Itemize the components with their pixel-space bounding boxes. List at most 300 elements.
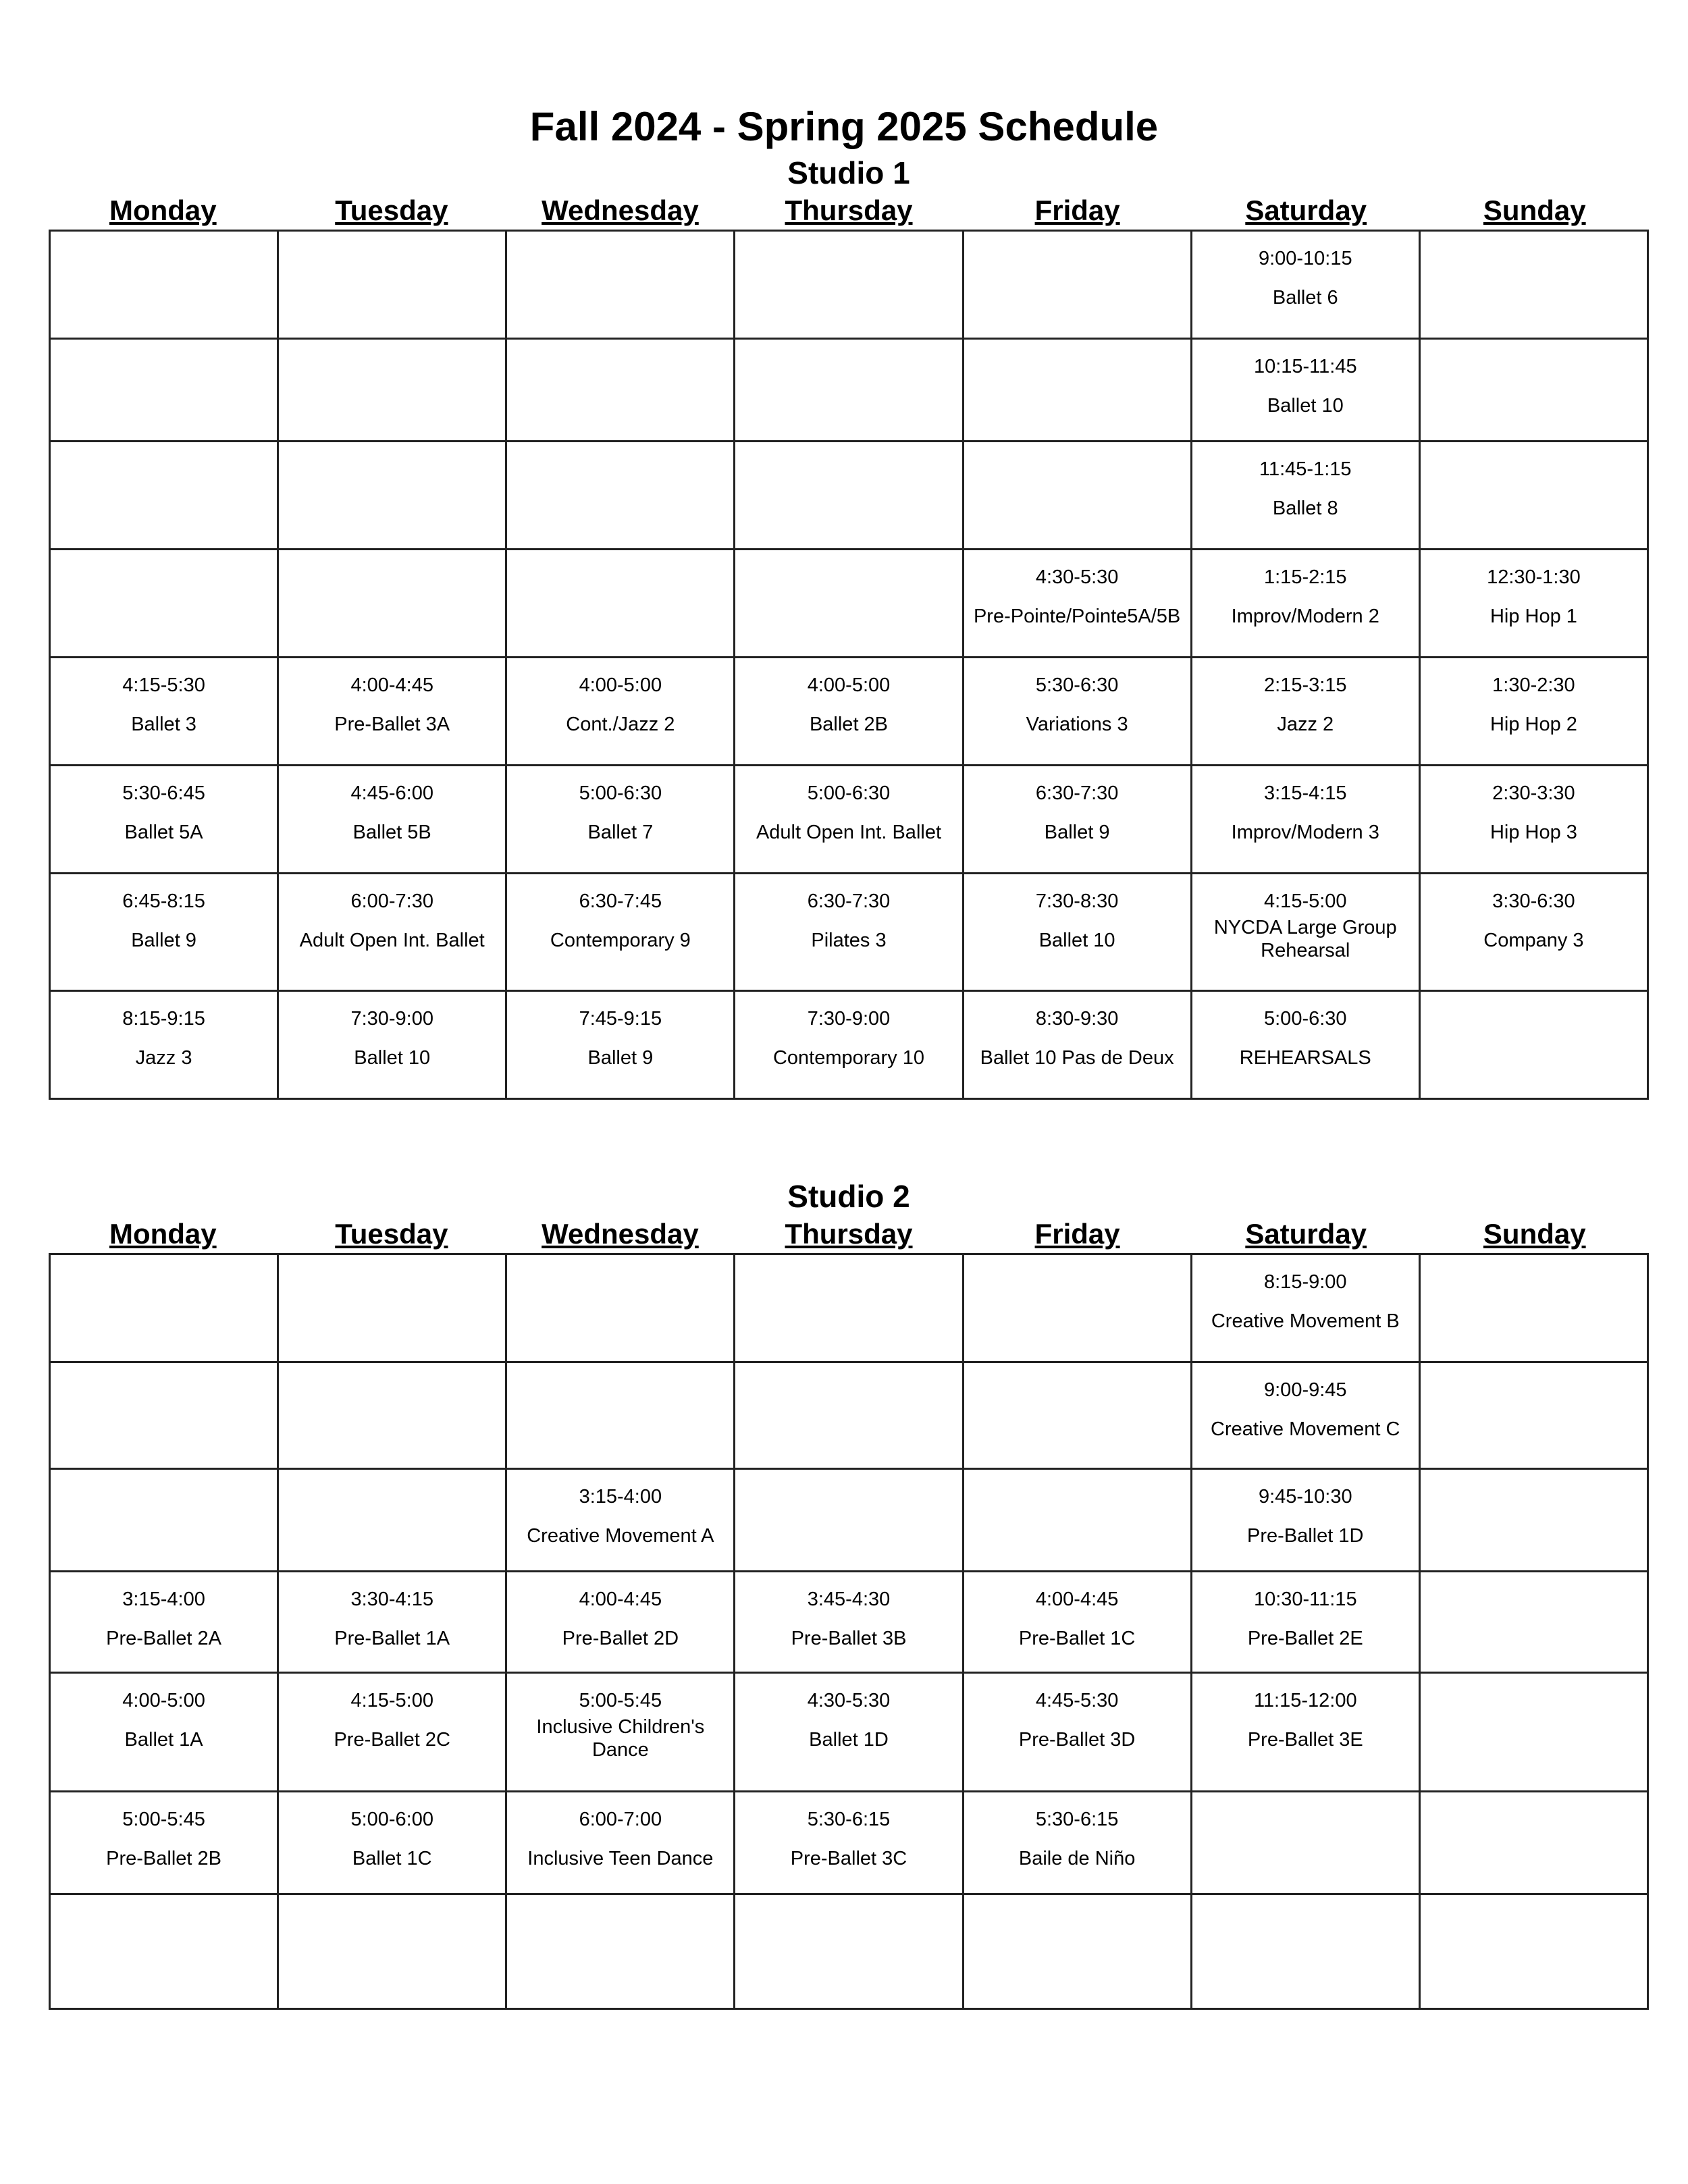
schedule-cell-wednesday <box>506 1362 735 1469</box>
schedule-cell-thursday <box>735 766 963 874</box>
schedule-cell-wednesday <box>506 442 735 550</box>
class-time: 6:30-7:30 <box>807 890 891 912</box>
schedule-cell-tuesday <box>278 1469 506 1572</box>
schedule-cell-tuesday <box>278 1792 506 1894</box>
class-name: Cont./Jazz 2 <box>566 714 675 735</box>
schedule-cell-monday <box>50 991 278 1099</box>
class-name: Pre-Ballet 1C <box>1018 1628 1136 1649</box>
day-header-thursday: Thursday <box>785 194 913 226</box>
schedule-cell-monday <box>50 766 278 874</box>
class-slot <box>1192 766 1419 845</box>
schedule-row <box>50 1469 1648 1572</box>
schedule-cell-tuesday <box>278 339 506 442</box>
class-slot <box>964 550 1190 629</box>
class-name: Creative Movement B <box>1211 1310 1400 1332</box>
schedule-cell-sunday <box>1419 1673 1647 1792</box>
class-time: 4:00-5:00 <box>579 674 662 696</box>
class-time: 5:30-6:15 <box>807 1809 891 1830</box>
class-slot <box>735 1792 961 1871</box>
class-time: 5:00-6:30 <box>1264 1008 1347 1030</box>
class-time: 7:30-9:00 <box>807 1008 891 1030</box>
class-time: 1:30-2:30 <box>1492 674 1575 696</box>
class-time: 5:00-6:30 <box>807 782 891 804</box>
class-slot <box>507 1572 733 1651</box>
schedule-row <box>50 442 1648 550</box>
class-slot <box>964 992 1190 1070</box>
schedule-cell-monday <box>50 550 278 658</box>
schedule-cell-monday <box>50 1362 278 1469</box>
schedule-cell-sunday <box>1419 231 1647 339</box>
class-slot <box>51 1792 277 1871</box>
schedule-cell-saturday <box>1191 1254 1419 1362</box>
class-name: Variations 3 <box>1026 714 1128 735</box>
schedule-row <box>50 1362 1648 1469</box>
schedule-cell-tuesday <box>278 1254 506 1362</box>
schedule-cell-sunday <box>1419 339 1647 442</box>
class-time: 4:00-4:45 <box>1035 1589 1119 1610</box>
day-header-tuesday: Tuesday <box>335 1218 448 1250</box>
schedule-cell-saturday <box>1191 658 1419 766</box>
class-slot <box>507 766 733 845</box>
schedule-cell-saturday <box>1191 550 1419 658</box>
class-slot <box>1192 1470 1419 1548</box>
class-time: 4:45-5:30 <box>1035 1690 1119 1711</box>
schedule-row <box>50 874 1648 991</box>
class-slot <box>51 658 277 737</box>
class-time: 3:15-4:15 <box>1264 782 1347 804</box>
class-slot <box>279 1572 505 1651</box>
schedule-cell-thursday <box>735 1792 963 1894</box>
schedule-cell-saturday <box>1191 874 1419 991</box>
class-name: Inclusive Teen Dance <box>527 1848 714 1869</box>
schedule-cell-sunday <box>1419 1469 1647 1572</box>
schedule-cell-thursday <box>735 874 963 991</box>
schedule-cell-friday <box>963 1362 1191 1469</box>
class-slot <box>507 1792 733 1871</box>
schedule-cell-tuesday <box>278 991 506 1099</box>
schedule-cell-friday <box>963 339 1191 442</box>
class-time: 2:15-3:15 <box>1264 674 1347 696</box>
class-time: 3:15-4:00 <box>122 1589 205 1610</box>
schedule-cell-thursday <box>735 442 963 550</box>
class-time: 6:30-7:45 <box>579 890 662 912</box>
class-slot <box>507 1470 733 1548</box>
class-name: Pre-Ballet 2D <box>562 1628 679 1649</box>
schedule-cell-monday <box>50 1673 278 1792</box>
schedule-cell-thursday <box>735 1469 963 1572</box>
schedule-cell-saturday <box>1191 766 1419 874</box>
schedule-cell-monday <box>50 1572 278 1673</box>
class-name: Ballet 10 <box>1038 930 1115 951</box>
class-slot <box>1192 1572 1419 1651</box>
class-name: Contemporary 9 <box>550 930 691 951</box>
class-slot <box>51 766 277 845</box>
class-slot <box>51 1572 277 1651</box>
schedule-cell-sunday <box>1419 658 1647 766</box>
class-name: Pre-Ballet 3B <box>791 1628 907 1649</box>
schedule-cell-thursday <box>735 1572 963 1673</box>
class-time: 4:30-5:30 <box>807 1690 891 1711</box>
schedule-cell-sunday <box>1419 1362 1647 1469</box>
schedule-cell-tuesday <box>278 1362 506 1469</box>
class-time: 4:45-6:00 <box>350 782 433 804</box>
class-name: Pre-Ballet 1A <box>334 1628 450 1649</box>
schedule-cell-wednesday <box>506 658 735 766</box>
class-name: Ballet 7 <box>587 822 654 843</box>
class-slot <box>279 992 505 1070</box>
day-header-monday: Monday <box>109 194 217 226</box>
schedule-cell-friday <box>963 1673 1191 1792</box>
schedule-cell-wednesday <box>506 1572 735 1673</box>
schedule-cell-friday <box>963 550 1191 658</box>
class-name: REHEARSALS <box>1239 1047 1371 1069</box>
class-time: 7:30-8:30 <box>1035 890 1119 912</box>
class-name: Ballet 10 <box>1267 395 1344 417</box>
class-name: Ballet 2B <box>809 714 889 735</box>
schedule-row <box>50 1572 1648 1673</box>
schedule-cell-saturday <box>1191 1894 1419 2009</box>
day-header-saturday: Saturday <box>1245 1218 1367 1250</box>
schedule-cell-saturday <box>1191 1673 1419 1792</box>
day-header-friday: Friday <box>1034 1218 1120 1250</box>
class-name: Ballet 1A <box>124 1729 203 1751</box>
schedule-cell-monday <box>50 1894 278 2009</box>
class-slot <box>1192 550 1419 629</box>
class-slot <box>279 658 505 737</box>
class-time: 4:15-5:00 <box>1264 890 1347 912</box>
schedule-cell-monday <box>50 1469 278 1572</box>
schedule-cell-sunday <box>1419 1254 1647 1362</box>
class-slot <box>1192 340 1419 418</box>
schedule-cell-tuesday <box>278 231 506 339</box>
studio-title: Studio 2 <box>787 1179 910 1214</box>
day-header-tuesday: Tuesday <box>335 194 448 226</box>
schedule-cell-sunday <box>1419 550 1647 658</box>
class-time: 6:00-7:30 <box>350 890 433 912</box>
schedule-cell-monday <box>50 339 278 442</box>
schedule-cell-friday <box>963 442 1191 550</box>
schedule-cell-friday <box>963 874 1191 991</box>
schedule-cell-wednesday <box>506 231 735 339</box>
schedule-cell-friday <box>963 1572 1191 1673</box>
class-name: Jazz 3 <box>135 1047 192 1069</box>
schedule-cell-saturday <box>1191 1792 1419 1894</box>
schedule-cell-sunday <box>1419 874 1647 991</box>
class-name: Improv/Modern 2 <box>1231 606 1379 627</box>
schedule-cell-sunday <box>1419 1792 1647 1894</box>
studio-2-section <box>49 1177 1649 2010</box>
class-time: 1:15-2:15 <box>1264 566 1347 588</box>
schedule-row <box>50 1894 1648 2009</box>
schedule-cell-thursday <box>735 231 963 339</box>
class-time: 5:00-5:45 <box>579 1690 662 1711</box>
schedule-cell-tuesday <box>278 442 506 550</box>
schedule-cell-tuesday <box>278 658 506 766</box>
class-slot <box>1192 874 1419 962</box>
schedule-cell-wednesday <box>506 339 735 442</box>
schedule-cell-tuesday <box>278 1894 506 2009</box>
class-name: Ballet 9 <box>131 930 196 951</box>
class-slot <box>507 1674 733 1761</box>
studio-1-section <box>49 154 1649 1100</box>
schedule-cell-monday <box>50 1254 278 1362</box>
schedule-cell-saturday <box>1191 442 1419 550</box>
class-slot <box>735 766 961 845</box>
schedule-cell-wednesday <box>506 1894 735 2009</box>
class-name: Baile de Niño <box>1018 1848 1136 1869</box>
class-name: Ballet 8 <box>1272 498 1338 519</box>
class-time: 6:00-7:00 <box>579 1809 662 1830</box>
class-time: 5:00-5:45 <box>122 1809 205 1830</box>
schedule-cell-friday <box>963 1894 1191 2009</box>
class-time: 4:00-4:45 <box>579 1589 662 1610</box>
schedule-cell-thursday <box>735 1254 963 1362</box>
schedule-cell-saturday <box>1191 339 1419 442</box>
day-header-row <box>49 192 1649 230</box>
class-slot <box>51 874 277 953</box>
class-slot <box>51 1674 277 1752</box>
class-slot <box>279 1792 505 1871</box>
class-slot <box>964 1572 1190 1651</box>
schedule-cell-sunday <box>1419 442 1647 550</box>
class-slot <box>1421 874 1647 953</box>
class-name: Company 3 <box>1483 930 1584 951</box>
schedule-cell-tuesday <box>278 874 506 991</box>
schedule-cell-thursday <box>735 1673 963 1792</box>
class-name: Ballet 5A <box>124 822 203 843</box>
schedule-row <box>50 766 1648 874</box>
schedule-row <box>50 231 1648 339</box>
class-slot <box>735 1674 961 1752</box>
schedule-row <box>50 550 1648 658</box>
class-name: Pre-Ballet 2A <box>106 1628 221 1649</box>
class-time: 10:15-11:45 <box>1253 356 1357 377</box>
class-time: 5:00-6:00 <box>350 1809 433 1830</box>
schedule-cell-saturday <box>1191 1469 1419 1572</box>
class-time: 2:30-3:30 <box>1492 782 1575 804</box>
day-header-row <box>49 1215 1649 1253</box>
schedule-cell-monday <box>50 231 278 339</box>
schedule-cell-monday <box>50 442 278 550</box>
schedule-cell-friday <box>963 1792 1191 1894</box>
schedule-row <box>50 658 1648 766</box>
class-name: Contemporary 10 <box>772 1047 925 1069</box>
schedule-cell-sunday <box>1419 1894 1647 2009</box>
day-header-wednesday: Wednesday <box>542 1218 699 1250</box>
schedule-grid <box>49 230 1649 1100</box>
schedule-cell-thursday <box>735 1362 963 1469</box>
day-header-sunday: Sunday <box>1483 194 1586 226</box>
class-name: Adult Open Int. Ballet <box>756 822 942 843</box>
day-header-wednesday: Wednesday <box>542 194 699 226</box>
class-slot <box>1192 1674 1419 1752</box>
schedule-cell-tuesday <box>278 766 506 874</box>
class-name: Adult Open Int. Ballet <box>299 930 485 951</box>
day-header-saturday: Saturday <box>1245 194 1367 226</box>
class-name: Hip Hop 3 <box>1489 822 1577 843</box>
schedule-cell-friday <box>963 658 1191 766</box>
schedule-cell-wednesday <box>506 1469 735 1572</box>
schedule-row <box>50 1673 1648 1792</box>
class-time: 7:45-9:15 <box>579 1008 662 1030</box>
class-name: Ballet 9 <box>1044 822 1110 843</box>
schedule-cell-wednesday <box>506 1792 735 1894</box>
class-slot <box>279 1674 505 1752</box>
schedule-cell-friday <box>963 991 1191 1099</box>
schedule-cell-tuesday <box>278 1572 506 1673</box>
schedule-cell-wednesday <box>506 1673 735 1792</box>
schedule-row <box>50 1254 1648 1362</box>
class-slot <box>1192 1255 1419 1333</box>
schedule-cell-friday <box>963 766 1191 874</box>
page-title: Fall 2024 - Spring 2025 Schedule <box>529 104 1159 149</box>
class-name: Jazz 2 <box>1277 714 1334 735</box>
schedule-cell-thursday <box>735 658 963 766</box>
day-header-friday: Friday <box>1034 194 1120 226</box>
class-time: 3:30-6:30 <box>1492 890 1575 912</box>
schedule-row <box>50 1792 1648 1894</box>
class-time: 9:00-10:15 <box>1258 248 1352 269</box>
schedule-cell-thursday <box>735 991 963 1099</box>
class-slot <box>1192 658 1419 737</box>
day-header-sunday: Sunday <box>1483 1218 1586 1250</box>
schedule-cell-sunday <box>1419 1572 1647 1673</box>
class-time: 11:45-1:15 <box>1259 458 1352 480</box>
class-slot <box>735 874 961 953</box>
schedule-cell-monday <box>50 658 278 766</box>
schedule-cell-sunday <box>1419 991 1647 1099</box>
day-header-monday: Monday <box>109 1218 217 1250</box>
class-name: Ballet 6 <box>1272 287 1338 309</box>
class-slot <box>735 658 961 737</box>
class-name: Creative Movement C <box>1211 1418 1400 1440</box>
class-name: Pre-Ballet 3A <box>334 714 450 735</box>
class-name: Ballet 10 Pas de Deux <box>980 1047 1174 1069</box>
class-name: Ballet 10 <box>354 1047 431 1069</box>
class-time: 5:30-6:45 <box>122 782 205 804</box>
schedule-cell-wednesday <box>506 766 735 874</box>
class-name: Pre-Ballet 3C <box>790 1848 907 1869</box>
class-name: Inclusive Children's Dance <box>536 1716 705 1761</box>
class-time: 5:00-6:30 <box>579 782 662 804</box>
class-name: Ballet 9 <box>587 1047 654 1069</box>
class-slot <box>1421 658 1647 737</box>
class-slot <box>279 874 505 953</box>
schedule-row <box>50 339 1648 442</box>
class-time: 8:15-9:00 <box>1264 1271 1347 1293</box>
class-slot <box>1192 1363 1419 1441</box>
class-time: 5:30-6:30 <box>1035 674 1119 696</box>
schedule-cell-wednesday <box>506 991 735 1099</box>
class-name: Ballet 1C <box>352 1848 432 1869</box>
schedule-cell-tuesday <box>278 1673 506 1792</box>
class-slot <box>1192 232 1419 310</box>
schedule-cell-saturday <box>1191 231 1419 339</box>
class-time: 4:00-4:45 <box>350 674 433 696</box>
class-time: 4:15-5:00 <box>350 1690 433 1711</box>
class-time: 3:30-4:15 <box>350 1589 433 1610</box>
class-slot <box>507 874 733 953</box>
studio-title: Studio 1 <box>787 155 910 190</box>
class-time: 8:15-9:15 <box>122 1008 205 1030</box>
class-name: Hip Hop 1 <box>1489 606 1577 627</box>
class-time: 11:15-12:00 <box>1253 1690 1357 1711</box>
class-slot <box>1421 550 1647 629</box>
class-name: Pre-Pointe/Pointe5A/5B <box>973 606 1181 627</box>
class-slot <box>279 766 505 845</box>
class-slot <box>1421 766 1647 845</box>
class-name: Ballet 1D <box>809 1729 889 1751</box>
schedule-cell-saturday <box>1191 1572 1419 1673</box>
class-slot <box>964 1674 1190 1752</box>
schedule-cell-friday <box>963 1254 1191 1362</box>
class-time: 4:00-5:00 <box>122 1690 205 1711</box>
class-time: 9:45-10:30 <box>1258 1486 1352 1508</box>
class-time: 4:15-5:30 <box>122 674 205 696</box>
class-slot <box>964 766 1190 845</box>
schedule-cell-sunday <box>1419 766 1647 874</box>
schedule-cell-wednesday <box>506 1254 735 1362</box>
schedule-row <box>50 991 1648 1099</box>
class-time: 7:30-9:00 <box>350 1008 433 1030</box>
class-time: 3:15-4:00 <box>579 1486 662 1508</box>
class-slot <box>735 1572 961 1651</box>
class-time: 9:00-9:45 <box>1264 1379 1347 1401</box>
class-time: 4:00-5:00 <box>807 674 891 696</box>
schedule-cell-thursday <box>735 1894 963 2009</box>
schedule-cell-friday <box>963 1469 1191 1572</box>
class-slot <box>507 658 733 737</box>
class-time: 5:30-6:15 <box>1035 1809 1119 1830</box>
schedule-cell-monday <box>50 1792 278 1894</box>
class-name: Pre-Ballet 3D <box>1018 1729 1136 1751</box>
schedule-cell-thursday <box>735 339 963 442</box>
schedule-cell-friday <box>963 231 1191 339</box>
class-name: Pre-Ballet 2B <box>106 1848 221 1869</box>
schedule-grid <box>49 1253 1649 2010</box>
class-name: Creative Movement A <box>527 1525 714 1547</box>
class-name: Pilates 3 <box>811 930 887 951</box>
schedule-cell-wednesday <box>506 550 735 658</box>
day-header-thursday: Thursday <box>785 1218 913 1250</box>
schedule-cell-saturday <box>1191 1362 1419 1469</box>
class-time: 8:30-9:30 <box>1035 1008 1119 1030</box>
class-name: Pre-Ballet 2C <box>334 1729 450 1751</box>
class-name: NYCDA Large Group Rehearsal <box>1213 917 1397 961</box>
class-time: 3:45-4:30 <box>807 1589 891 1610</box>
class-slot <box>964 658 1190 737</box>
class-slot <box>964 874 1190 953</box>
class-name: Ballet 5B <box>352 822 431 843</box>
class-name: Pre-Ballet 1D <box>1247 1525 1364 1547</box>
class-slot <box>1192 992 1419 1070</box>
class-time: 12:30-1:30 <box>1487 566 1581 588</box>
class-name: Hip Hop 2 <box>1489 714 1577 735</box>
class-slot <box>735 992 961 1070</box>
schedule-cell-saturday <box>1191 991 1419 1099</box>
class-slot <box>507 992 733 1070</box>
schedule-cell-monday <box>50 874 278 991</box>
schedule-cell-tuesday <box>278 550 506 658</box>
class-name: Improv/Modern 3 <box>1231 822 1379 843</box>
class-name: Pre-Ballet 2E <box>1247 1628 1363 1649</box>
class-time: 10:30-11:15 <box>1253 1589 1357 1610</box>
schedule-cell-wednesday <box>506 874 735 991</box>
class-slot <box>1192 442 1419 521</box>
class-slot <box>964 1792 1190 1871</box>
class-time: 6:45-8:15 <box>122 890 205 912</box>
class-name: Pre-Ballet 3E <box>1247 1729 1363 1751</box>
